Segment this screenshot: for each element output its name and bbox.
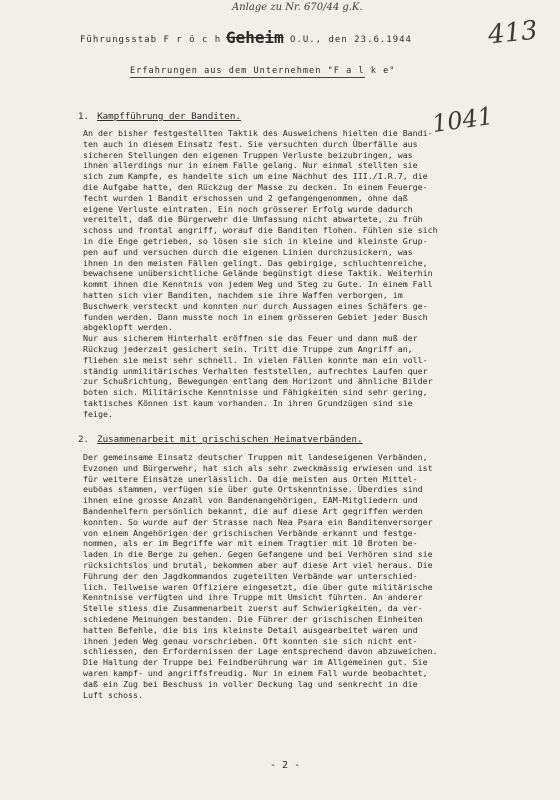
text-line: die Aufgabe hatte, den Rückzug der Masse zu decken. In einem Feuerge- bbox=[83, 181, 428, 192]
text-line: feige. bbox=[83, 408, 113, 419]
text-line: Rückzug jederzeit gesichert sein. Tritt die Truppe zum Angriff an, bbox=[83, 343, 413, 354]
text-line: zur Schußrichtung, Bewegungen entlang dem Horizont und ähnliche Bilder bbox=[83, 376, 433, 387]
handwritten-number-top: 413 bbox=[486, 15, 540, 51]
text-line: Stelle stiess die Zusammenarbeit zuerst auf Schwierigkeiten, da ver- bbox=[83, 603, 423, 614]
text-line: Führung der den Jagdkommandos zugeteilten Verbände war unterschied- bbox=[83, 570, 418, 581]
text-line: pen auf und versuchen durch die eigenen Linien durchzusickern, was bbox=[83, 246, 413, 257]
text-line: ihnen in den meisten Fällen gelingt. Das gebirgige, schluchtenreiche, bbox=[83, 257, 428, 268]
text-line: lich. Teilweise waren Offiziere eingesetzt, die über gute militärische bbox=[83, 581, 433, 592]
page-number: - 2 - bbox=[270, 760, 301, 771]
text-line: ihnen allerdings nur in einem Falle gelang. Nur einmal stellten sie bbox=[83, 160, 418, 171]
text-line: ständig unmilitärisches Verhalten feststellen, aufrechtes Laufen quer bbox=[83, 365, 428, 376]
text-line: bewachsene unübersichtliche Gelände begünstigt diese Taktik. Weiterhin bbox=[83, 268, 433, 279]
text-line: Nur aus sicherem Hinterhalt eröffnen sie das Feuer und dann muß der bbox=[83, 333, 418, 344]
text-line: An der bisher festgestellten Taktik des Ausweichens hielten die Bandi- bbox=[83, 128, 433, 138]
text-line: taktisches Können ist kaum vorhanden. In ihren Grundzügen sind sie bbox=[83, 397, 413, 408]
section-body-1 bbox=[83, 128, 523, 420]
section-heading-1 bbox=[78, 111, 241, 122]
text-line: vereitelt, daß die Bürgerwehr die Umfassung nicht abwartete, zu früh bbox=[83, 214, 423, 225]
text-line: sich zum Kampfe, es handelte sich um eine Nachhut des III./I.R.7, die bbox=[83, 171, 428, 182]
text-line: Luft schoss. bbox=[83, 689, 143, 700]
section-title: Kampfführung der Banditen. bbox=[97, 111, 241, 122]
text-line: von einem Angehörigen der grischischen Verbände erkannt und festge- bbox=[83, 527, 418, 538]
text-line: euböas stammen, verfügen sie über gute Ortskenntnisse. Überdies sind bbox=[83, 484, 423, 495]
text-line: fecht wurden 1 Bandit erschossen und 2 gefangengenommen, ohne daß bbox=[83, 192, 408, 203]
text-line: konnten. So wurde auf der Strasse nach Nea Psara ein Banditenversorger bbox=[83, 516, 433, 527]
text-line: schoss und frontal angriff, worauf die Banditen flohen. Fühlen sie sich bbox=[83, 225, 438, 236]
text-line: kommt ihnen die Kenntnis von jedem Weg und Steg zu Gute. In einem Fall bbox=[83, 279, 433, 290]
text-line: funden werden. Dann musste noch in einem grösseren Gebiet jeder Busch bbox=[83, 311, 428, 322]
section-body-2 bbox=[83, 452, 523, 700]
text-line: Die Haltung der Truppe bei Feindberührung war im Allgemeinen gut. Sie bbox=[83, 657, 428, 668]
sender-unit: Führungsstab F r ö c h bbox=[80, 35, 222, 45]
text-line: fliehen sie meist sehr schnell. In vielen Fällen konnte man ein voll- bbox=[83, 354, 428, 365]
text-line: daß ein Zug bei Beschuss in voller Deckung lag und senkrecht in die bbox=[83, 678, 418, 689]
section-title: Zusammenarbeit mit grischischen Heimatverbänden. bbox=[97, 434, 363, 445]
date-line: O.U., den 23.6.1944 bbox=[290, 35, 412, 45]
handwritten-note: Anlage zu Nr. 670/44 g.K. bbox=[232, 2, 363, 13]
text-line: Kenntnisse verfügten und ihre Truppe mit Umsicht führten. An anderer bbox=[83, 592, 423, 603]
text-line: Der gemeinsame Einsatz deutscher Truppen mit landeseigenen Verbänden, bbox=[83, 452, 428, 462]
text-line: rücksichtslos und brutal, bekommen aber auf diese Art viel heraus. Die bbox=[83, 559, 433, 570]
text-line: in die Enge getrieben, so lösen sie sich in kleine und kleinste Grup- bbox=[83, 235, 428, 246]
text-line: Evzonen und Bürgerwehr, hat sich als sehr zweckmässig erwiesen und ist bbox=[83, 462, 433, 473]
classification-stamp: Geheim bbox=[226, 28, 284, 47]
text-line: ihnen jeden Weg genau vorschrieben. Oft konnten sie sich nicht ent- bbox=[83, 635, 418, 646]
text-line: für weitere Einsätze unerlässlich. Da die meisten aus Orten Mittel- bbox=[83, 473, 418, 484]
text-line: Bandenhelfern persönlich bekannt, die auf diese Art gegriffen werden bbox=[83, 505, 423, 516]
text-line: laden in die Berge zu gehen. Gegen Gefangene und bei Verhören sind sie bbox=[83, 549, 433, 560]
subject-underline bbox=[130, 77, 365, 78]
section-number: 2. bbox=[78, 434, 90, 445]
text-line: ihnen eine grosse Anzahl von Bandenangehörigen, EAM-Mitgliedern und bbox=[83, 495, 418, 506]
section-heading-2 bbox=[78, 434, 363, 445]
section-number: 1. bbox=[78, 111, 90, 122]
text-line: waren kampf- und angriffsfreudig. Nur in einem Fall wurde beobachtet, bbox=[83, 667, 428, 678]
handwritten-number-side: 1041 bbox=[430, 101, 495, 139]
text-line: schliessen, den Erfordernissen der Lage entsprechend davon abzuweichen. bbox=[83, 646, 438, 657]
text-line: ten auch in diesem Einsatz fest. Sie versuchten durch Überfälle aus bbox=[83, 138, 418, 149]
text-line: eigene Verluste eintraten. Ein noch grösserer Erfolg wurde dadurch bbox=[83, 203, 413, 214]
text-line: boten sich. Militärische Kenntnisse und Fähigkeiten sind sehr gering, bbox=[83, 387, 428, 398]
text-line: hatten sich vier Banditen, nachdem sie ihre Waffen verborgen, im bbox=[83, 289, 403, 300]
text-line: abgeklopft werden. bbox=[83, 322, 173, 333]
text-line: sicheren Stellungen den eigenen Truppen Verluste beizubringen, was bbox=[83, 149, 413, 160]
document-subject: Erfahrungen aus dem Unternehmen "F a l k e" bbox=[130, 66, 396, 76]
text-line: schiedene Meinungen bestanden. Die Führer der grischischen Einheiten bbox=[83, 613, 423, 624]
text-line: nommen, als er im Begriffe war mit einem Tragtier mit 10 Broten be- bbox=[83, 538, 418, 549]
text-line: Buschwerk versteckt und konnten nur durch Aussagen eines Schäfers ge- bbox=[83, 300, 428, 311]
text-line: hatten Befehle, die bis ins kleinste Detail ausgearbeitet waren und bbox=[83, 624, 418, 635]
